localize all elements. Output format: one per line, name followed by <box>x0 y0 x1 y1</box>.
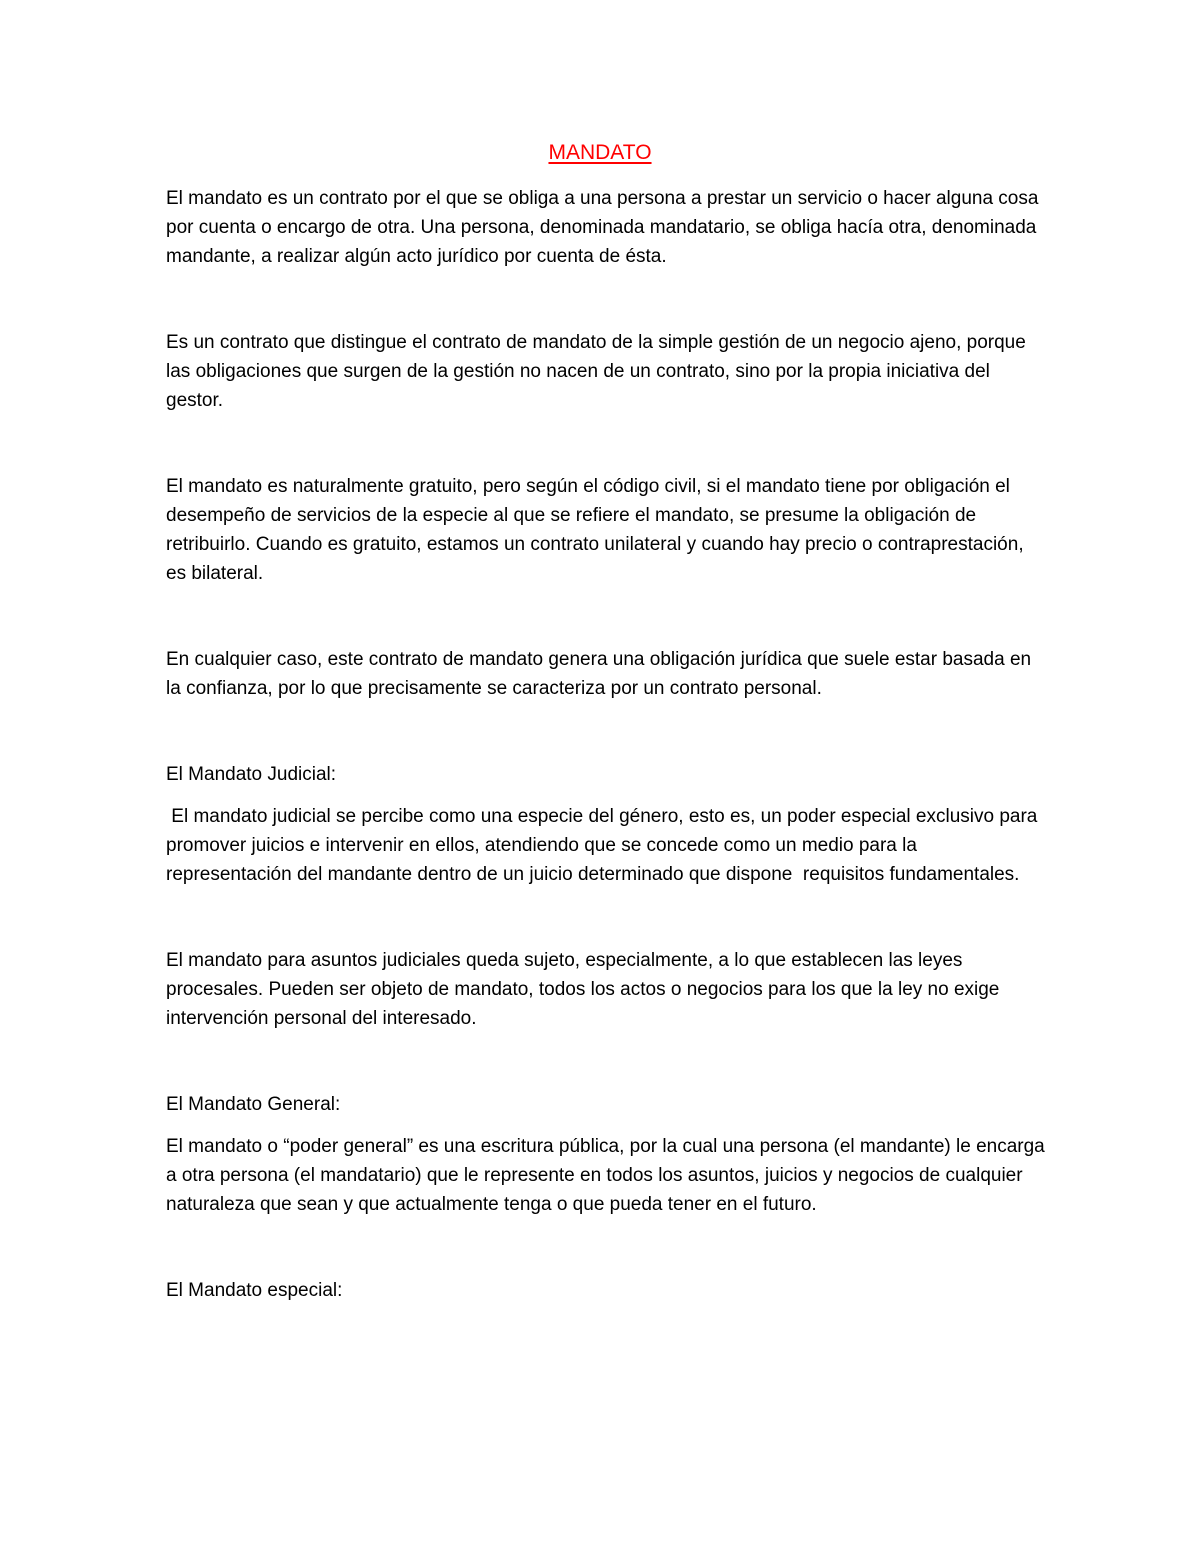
paragraph-gratuity: El mandato es naturalmente gratuito, pero según el código civil, si el mandato tiene por obligación el desempeño de servicios de la especie al que se refiere el mandato, se presume la obligación de retribuirlo. Cuando es gratuito, estamos un contrato unilateral y cuando hay precio o contraprestación, es bilateral. <box>166 476 1024 584</box>
paragraph-distinction: Es un contrato que distingue el contrato de mandato de la simple gestión de un negocio ajeno, porque las obligaciones que surgen de la gestión no nacen de un contrato, sino por la propia iniciativa del gestor. <box>166 332 1026 411</box>
heading-general: El Mandato General: <box>166 1094 341 1115</box>
paragraph-judicial-matters: El mandato para asuntos judiciales queda sujeto, especialmente, a lo que establecen las leyes procesales. Pueden ser objeto de mandato, todos los actos o negocios para los que la ley no exige intervención personal del interesado. <box>166 950 1000 1029</box>
heading-special: El Mandato especial: <box>166 1280 343 1301</box>
heading-judicial: El Mandato Judicial: <box>166 764 337 785</box>
paragraph-definition: El mandato es un contrato por el que se obliga a una persona a prestar un servicio o hacer alguna cosa por cuenta o encargo de otra. Una persona, denominada mandatario, se obliga hacía otra, denominada mandante, a realizar algún acto jurídico por cuenta de ésta. <box>166 188 1039 267</box>
paragraph-general: El mandato o “poder general” es una escritura pública, por la cual una persona (el mandante) le encarga a otra persona (el mandatario) que le represente en todos los asuntos, juicios y negocios de cualquier naturaleza que sean y que actualmente tenga o que pueda tener en el futuro. <box>166 1136 1045 1215</box>
document-body <box>166 184 1046 1305</box>
paragraph-judicial: El mandato judicial se percibe como una especie del género, esto es, un poder especial exclusivo para promover juicios e intervenir en ellos, atendiendo que se concede como un medio para la representación del mandante dentro de un juicio determinado que dispone requisitos fundamentales. <box>166 806 1043 885</box>
paragraph-trust: En cualquier caso, este contrato de mandato genera una obligación jurídica que suele estar basada en la confianza, por lo que precisamente se caracteriza por un contrato personal. <box>166 649 1032 699</box>
document-title: MANDATO <box>548 141 652 164</box>
